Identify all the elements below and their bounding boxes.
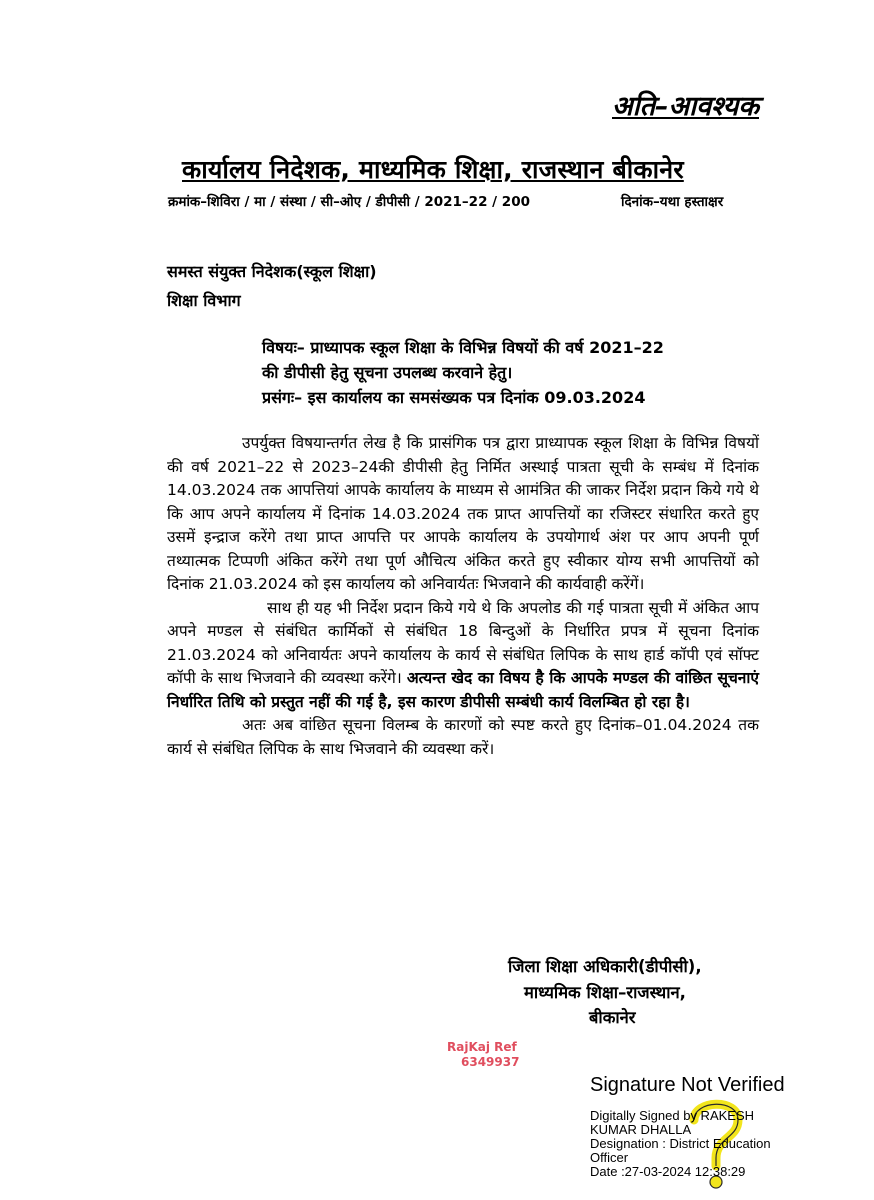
signatory-location: बीकानेर xyxy=(589,1008,636,1027)
body-paragraph-2 xyxy=(167,597,759,715)
reference-context-line: प्रसंगः– इस कार्यालय का समसंख्यक पत्र दिनांक 09.03.2024 xyxy=(262,388,646,407)
subject-line-1: विषयः– प्राध्यापक स्कूल शिक्षा के विभिन्न विषयों की वर्ष 2021–22 xyxy=(262,338,664,357)
urgent-label: अति–आवश्यक xyxy=(612,91,759,122)
signature-designation-line-1: Designation : District Education xyxy=(590,1136,771,1151)
signatory-designation: जिला शिक्षा अधिकारी(डीपीसी), xyxy=(508,957,702,976)
addressee-line-1: समस्त संयुक्त निदेशक(स्कूल शिक्षा) xyxy=(167,262,377,281)
rajkaj-label: RajKaj Ref xyxy=(447,1040,517,1054)
signature-signer-line-2: KUMAR DHALLA xyxy=(590,1122,692,1137)
rajkaj-number: 6349937 xyxy=(461,1055,520,1069)
body-paragraph-2-text: साथ ही यह भी निर्देश प्रदान किये गये थे कि अपलोड की गई पात्रता सूची में अंकित आप अपने मण्डल से संबंधित कार्मिकों से संबंधित 18 बिन्दुओं के निर्धारित प्रपत्र में सूचना दिनांक 21.03.2024 को अनिवार्यतः अपने कार्यालय के कार्य से संबंधित लिपिक के साथ हार्ड कॉपी एवं सॉफ्ट कॉपी के साथ भिजवाने की व्यवस्था करेंगे। xyxy=(167,598,759,687)
signatory-department: माध्यमिक शिक्षा–राजस्थान, xyxy=(524,983,686,1002)
office-title: कार्यालय निदेशक, माध्यमिक शिक्षा, राजस्थान बीकानेर xyxy=(182,155,684,184)
signature-date: Date :27-03-2024 12:38:29 xyxy=(590,1164,746,1179)
body-paragraph-1: उपर्युक्त विषयान्तर्गत लेख है कि प्रासंगिक पत्र द्वारा प्राध्यापक स्कूल शिक्षा के विभिन्न विषयों की वर्ष 2021–22 से 2023–24की डीपीसी हेतु निर्मित अस्थाई पात्रता सूची के सम्बंध में दिनांक 14.03.2024 तक आपत्तियां आपके कार्यालय के माध्यम से आमंत्रित की जाकर निर्देश प्रदान किये गये थे कि आप अपने कार्यालय में दिनांक 14.03.2024 तक प्राप्त आपत्तियों का रजिस्टर संधारित करते हुए उसमें इन्द्राज करेंगे तथा प्राप्त आपत्ति पर आपके कार्यालय के उपयोगार्थ अंश पर आप अपनी पूर्ण तथ्यात्मक टिप्पणी अंकित करेंगे तथा पूर्ण औचित्य अंकित करते हुए स्वीकार योग्य सभी आपत्तियों को दिनांक 21.03.2024 को इस कार्यालय को अनिवार्यतः भिजवाने की कार्यवाही करेंगें। xyxy=(167,434,759,593)
addressee-line-2: शिक्षा विभाग xyxy=(167,291,241,310)
digital-signature-block[interactable] xyxy=(590,1074,874,1200)
signature-signer-line-1: Digitally Signed by RAKESH xyxy=(590,1108,755,1123)
letter-body xyxy=(167,432,759,761)
body-paragraph-2-emphasis: अत्यन्त खेद का विषय है कि आपके मण्डल की वांछित सूचनाएं निर्धारित तिथि को प्रस्तुत नहीं की गई है, इस कारण डीपीसी सम्बंधी कार्य विलम्बित हो रहा है। xyxy=(167,669,759,711)
subject-line-2: की डीपीसी हेतु सूचना उपलब्ध करवाने हेतु। xyxy=(262,363,513,382)
signature-details xyxy=(590,1109,771,1179)
signature-designation-line-2: Officer xyxy=(590,1150,629,1165)
body-paragraph-3: अतः अब वांछित सूचना विलम्ब के कारणों को स्पष्ट करते हुए दिनांक–01.04.2024 तक कार्य से संबंधित लिपिक के साथ भिजवाने की व्यवस्था करें। xyxy=(167,716,759,758)
letter-date: दिनांक–यथा हस्ताक्षर xyxy=(621,194,724,210)
rajkaj-reference xyxy=(447,1040,519,1070)
reference-number: क्रमांक–शिविरा / मा / संस्था / सी–ओए / डीपीसी / 2021–22 / 200 xyxy=(168,194,530,210)
signature-status: Signature Not Verified xyxy=(590,1074,785,1096)
